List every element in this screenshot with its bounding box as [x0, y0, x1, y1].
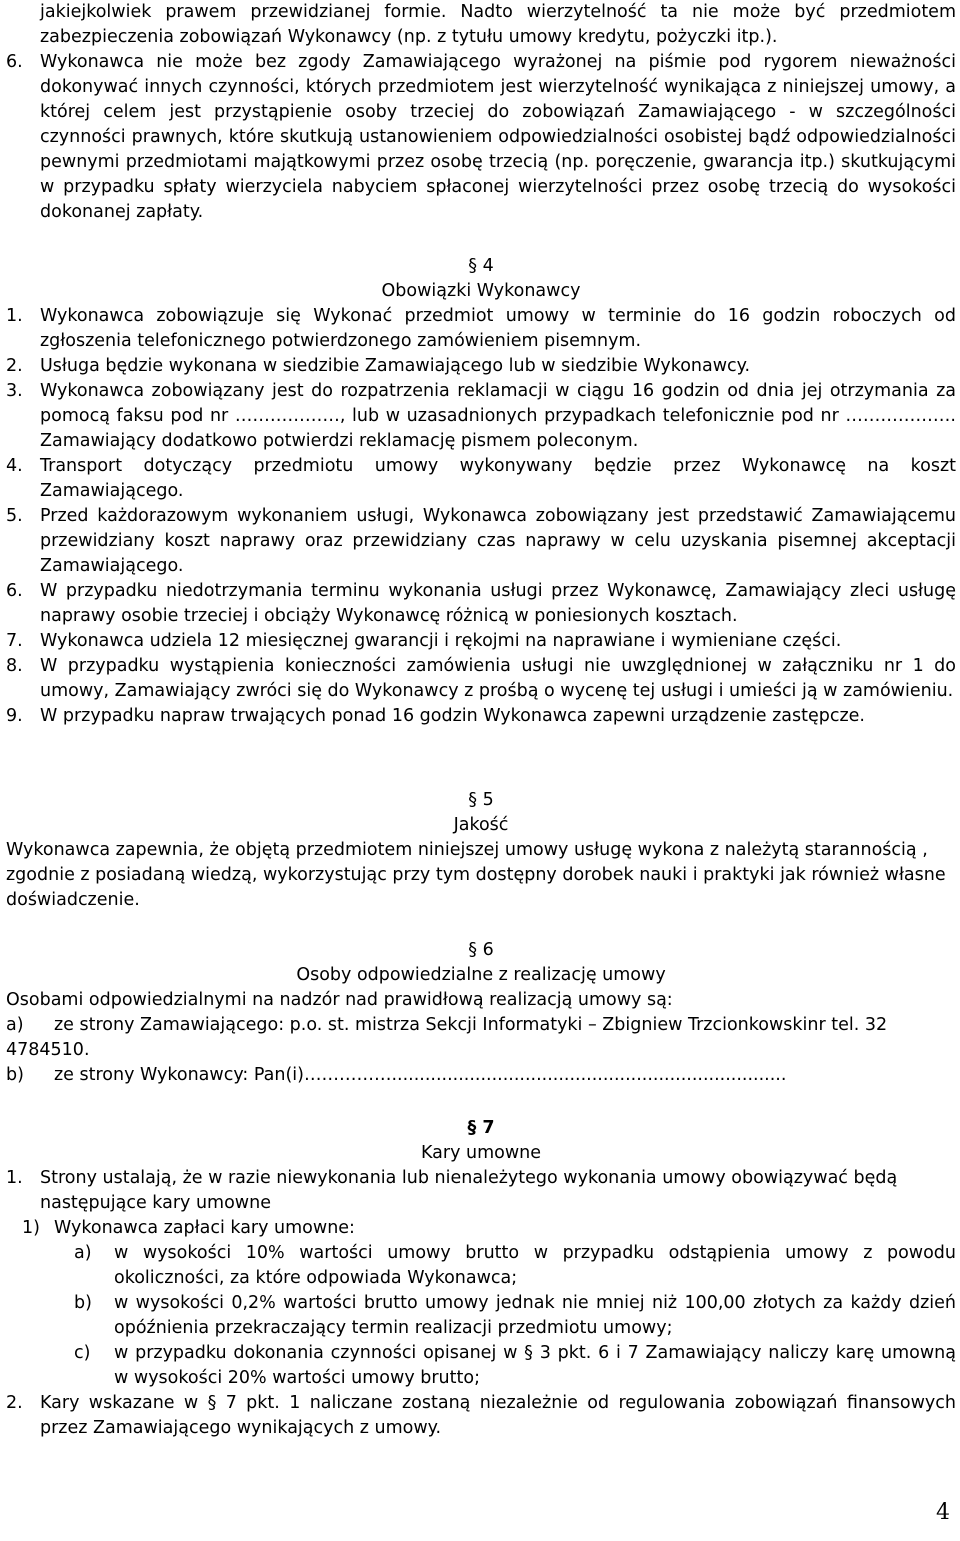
- item-number: c): [74, 1343, 91, 1363]
- list-item: [6, 354, 956, 379]
- section-6-body: [6, 988, 956, 1088]
- section-number-text: § 7: [467, 1118, 495, 1138]
- sub-sub-item: [74, 1291, 956, 1341]
- sub-list-item: [22, 1216, 956, 1241]
- item-number: b): [74, 1293, 92, 1313]
- item-text: w wysokości 0,2% wartości brutto umowy jednak nie mniej niż 100,00 złotych za każdy dzień opóźnienia przekraczający termin realizacji przedmiotu umowy;: [114, 1293, 956, 1338]
- item-number: 1): [22, 1218, 40, 1238]
- item-number: a): [6, 1015, 24, 1035]
- list-item: [6, 579, 956, 629]
- item-number: 1.: [6, 1168, 23, 1188]
- list-item: [6, 454, 956, 504]
- item-number: 4.: [6, 456, 23, 476]
- item-text: w wysokości 10% wartości umowy brutto w przypadku odstąpienia umowy z powodu okoliczności, za które odpowiada Wykonawca;: [114, 1243, 956, 1288]
- item-number: b): [6, 1065, 24, 1085]
- section-5-heading: [6, 788, 956, 838]
- item-text: Wykonawca zobowiązany jest do rozpatrzenia reklamacji w ciągu 16 godzin od dnia jej otrzymania za pomocą faksu pod nr ………………, lub w uzasadnionych przypadkach telefonicznie pod nr ………………. Zamawiający dodatkowo potwierdzi reklamację pismem poleconym.: [40, 381, 956, 451]
- list-item: [6, 704, 956, 729]
- item-number: 3.: [6, 381, 23, 401]
- sub-sub-item: [74, 1241, 956, 1291]
- item-text: Kary wskazane w § 7 pkt. 1 naliczane zostaną niezależnie od regulowania zobowiązań finansowych przez Zamawiającego wynikających z umowy.: [40, 1393, 956, 1438]
- paragraph: Wykonawca zapewnia, że objętą przedmiotem niniejszej umowy usługę wykona z należytą starannością , zgodnie z posiadaną wiedzą, wykorzystując przy tym dostępny dorobek nauki i praktyki jak również własne doświadczenie.: [6, 840, 946, 910]
- list-item: [6, 1391, 956, 1441]
- responsible-b: [6, 1063, 956, 1088]
- list-item: [6, 504, 956, 579]
- section-title: Obowiązki Wykonawcy: [381, 281, 581, 301]
- item-text: ze strony Wykonawcy: Pan(i)…………….......................................................................: [54, 1065, 787, 1085]
- item-number: 7.: [6, 631, 23, 651]
- item-text: W przypadku napraw trwających ponad 16 godzin Wykonawca zapewni urządzenie zastępcze.: [40, 706, 865, 726]
- section-number: § 4: [468, 256, 494, 276]
- item-number: 5.: [6, 506, 23, 526]
- section-number: § 5: [468, 790, 494, 810]
- intro-continuation: [6, 0, 956, 50]
- list-item: [6, 1166, 956, 1216]
- list-item: [6, 654, 956, 704]
- item-text: Przed każdorazowym wykonaniem usługi, Wykonawca zobowiązany jest przedstawić Zamawiającemu przewidziany koszt naprawy oraz przewidziany czas naprawy w celu uzyskania pisemnej akceptacji Zamawiającego.: [40, 506, 956, 576]
- item-text: Wykonawca nie może bez zgody Zamawiającego wyrażonej na piśmie pod rygorem nieważności dokonywać innych czynności, których przedmiotem jest wierzytelność wynikająca z niniejszej umowy, a której celem jest przystąpienie osoby trzeciej do zobowiązań Zamawiającego - w szczególności czynności prawnych, które skutkują ustanowieniem odpowiedzialności osobistej bądź odpowiedzialności pewnymi przedmiotami majątkowymi przez osobę trzecią (np. poręczenie, gwarancja itp.) skutkującymi w przypadku spłaty wierzyciela nabyciem spłaconej wierzytelności przez osobę trzecią do wysokości dokonanej zapłaty.: [40, 52, 956, 222]
- responsible-a: [6, 1013, 956, 1038]
- item-number: 1.: [6, 306, 23, 326]
- list-item: [6, 379, 956, 454]
- item-text: w przypadku dokonania czynności opisanej w § 3 pkt. 6 i 7 Zamawiający naliczy karę umowną w wysokości 20% wartości umowy brutto;: [114, 1343, 956, 1388]
- item-number: 9.: [6, 706, 23, 726]
- section-4-heading: [6, 254, 956, 304]
- section-title: Jakość: [453, 815, 509, 835]
- item-text: W przypadku niedotrzymania terminu wykonania usługi przez Wykonawcę, Zamawiający zleci usługę naprawy osobie trzeciej i obciąży Wykonawcę różnicą w poniesionych kosztach.: [40, 581, 956, 626]
- item-number: 8.: [6, 656, 23, 676]
- section-4-list: [6, 304, 956, 729]
- item-number: 6.: [6, 581, 23, 601]
- item-text: ze strony Zamawiającego: p.o. st. mistrza Sekcji Informatyki – Zbigniew Trzcionkowskinr tel. 32: [54, 1015, 888, 1035]
- item-text: Strony ustalają, że w razie niewykonania lub nienależytego wykonania umowy obowiązywać będą następujące kary umowne: [40, 1168, 898, 1213]
- section-number: § 6: [468, 940, 494, 960]
- section-5-body: [6, 838, 956, 913]
- list-item: [6, 629, 956, 654]
- sub-sub-item: [74, 1341, 956, 1391]
- item-text: Transport dotyczący przedmiotu umowy wykonywany będzie przez Wykonawcę na koszt Zamawiającego.: [40, 456, 956, 501]
- responsible-a-continuation: 4784510.: [6, 1040, 90, 1060]
- item-text: Wykonawca udziela 12 miesięcznej gwarancji i rękojmi na naprawiane i wymieniane części.: [40, 631, 842, 651]
- page-number: 4: [936, 1500, 950, 1525]
- section-7-body: [6, 1166, 956, 1441]
- intro-item-6: [6, 50, 956, 225]
- list-item: [6, 304, 956, 354]
- paragraph: Osobami odpowiedzialnymi na nadzór nad prawidłową realizacją umowy są:: [6, 990, 673, 1010]
- item-text: Wykonawca zobowiązuje się Wykonać przedmiot umowy w terminie do 16 godzin roboczych od zgłoszenia telefonicznego potwierdzonego zamówieniem pisemnym.: [40, 306, 956, 351]
- item-text: Usługa będzie wykonana w siedzibie Zamawiającego lub w siedzibie Wykonawcy.: [40, 356, 751, 376]
- section-7-heading: [6, 1116, 956, 1166]
- section-title: Kary umowne: [420, 1143, 542, 1163]
- item-text: W przypadku wystąpienia konieczności zamówienia usługi nie uwzględnionej w załączniku nr 1 do umowy, Zamawiający zwróci się do Wykonawcy z prośbą o wycenę tej usługi i umieści ją w zamówieniu.: [40, 656, 956, 701]
- section-title: Osoby odpowiedzialne z realizację umowy: [296, 965, 666, 985]
- item-number: 6.: [6, 52, 23, 72]
- item-number: 2.: [6, 356, 23, 376]
- section-6-heading: [6, 938, 956, 988]
- section-number: [6, 1116, 956, 1141]
- item-number: 2.: [6, 1393, 23, 1413]
- intro-paragraph: jakiejkolwiek prawem przewidzianej formie. Nadto wierzytelność ta nie może być przedmiotem zabezpieczenia zobowiązań Wykonawcy (np. z tytułu umowy kredytu, pożyczki itp.).: [40, 2, 956, 47]
- item-text: Wykonawca zapłaci kary umowne:: [54, 1218, 355, 1238]
- item-number: a): [74, 1243, 92, 1263]
